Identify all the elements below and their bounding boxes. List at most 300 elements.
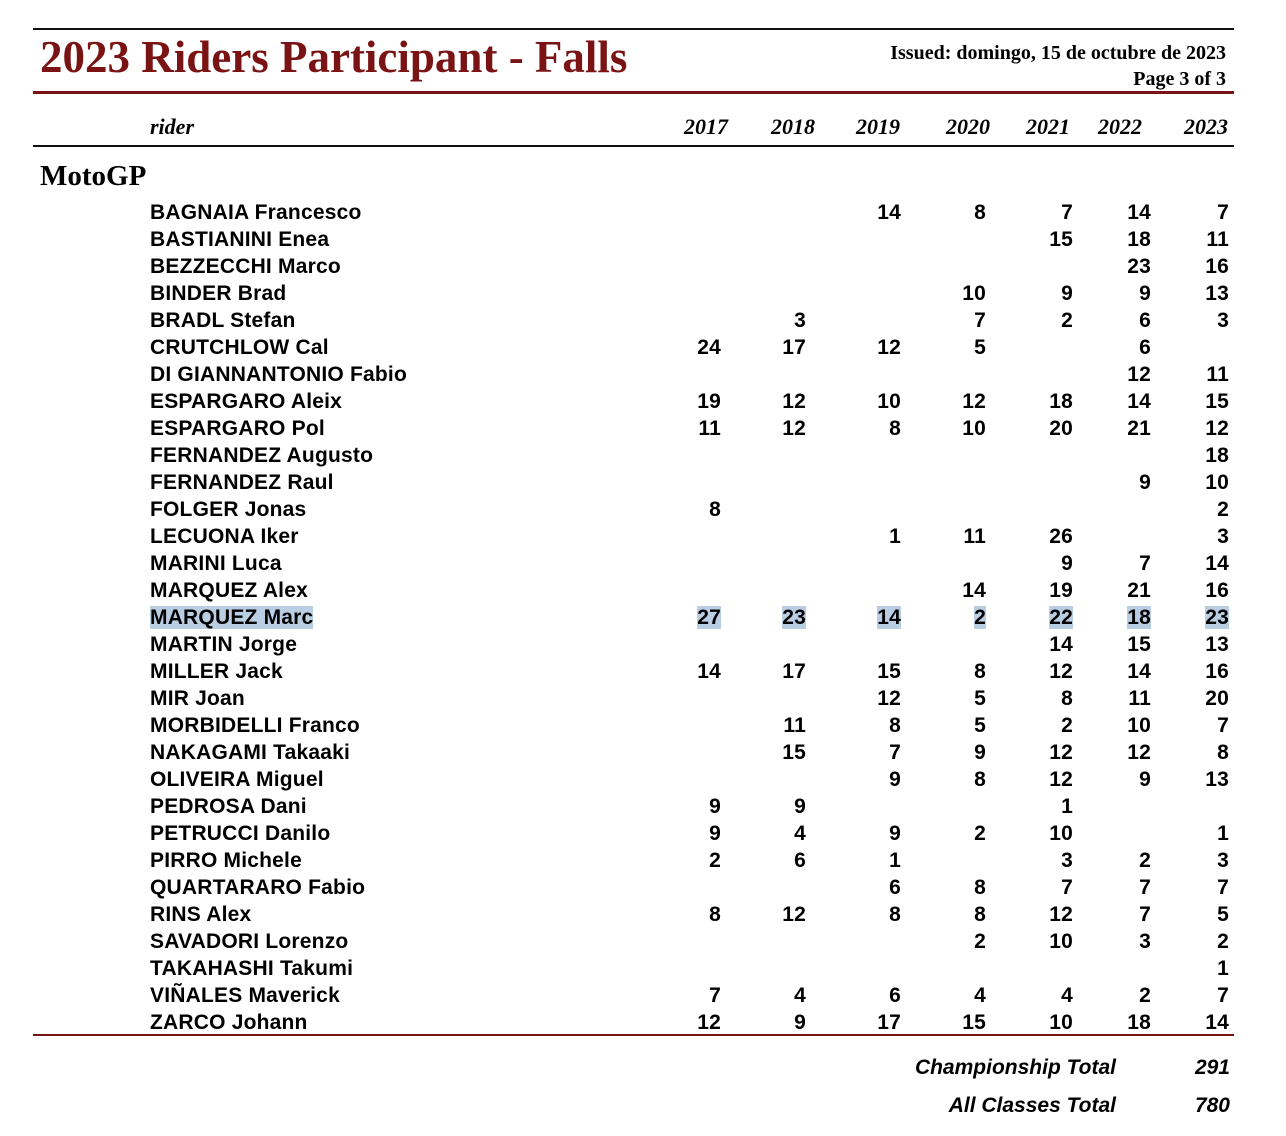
year-header-2: 2019	[856, 114, 900, 139]
falls-value: 8	[974, 768, 986, 791]
table-row	[0, 442, 1286, 469]
all-classes-total-label: All Classes Total	[948, 1094, 1116, 1117]
falls-value: 7	[1139, 903, 1151, 926]
falls-value: 8	[889, 417, 901, 440]
falls-cell-2017	[661, 793, 721, 820]
falls-cell-2018	[746, 847, 806, 874]
issued-date: Issued: domingo, 15 de octubre de 2023	[890, 42, 1226, 64]
falls-cell-2022	[1091, 874, 1151, 901]
rider-name-text: BEZZECCHI Marco	[150, 255, 341, 278]
rider-name-text: BASTIANINI Enea	[150, 228, 330, 251]
falls-cell-2022	[1091, 820, 1151, 847]
falls-value: 6	[889, 876, 901, 899]
falls-value: 10	[1049, 1011, 1073, 1034]
table-row	[0, 874, 1286, 901]
falls-cell-2019	[841, 199, 901, 226]
falls-cell-2021	[1013, 469, 1073, 496]
falls-value: 5	[974, 714, 986, 737]
falls-cell-2021	[1013, 928, 1073, 955]
rider-name-text: ZARCO Johann	[150, 1011, 308, 1034]
falls-value: 2	[974, 930, 986, 953]
falls-cell-2018	[746, 334, 806, 361]
falls-cell-2018	[746, 982, 806, 1009]
falls-cell-2020	[926, 199, 986, 226]
issued-block	[890, 40, 1226, 92]
falls-cell-2021	[1013, 523, 1073, 550]
falls-cell-2022	[1091, 631, 1151, 658]
falls-cell-2019	[841, 415, 901, 442]
falls-cell-2020	[926, 712, 986, 739]
falls-cell-2021	[1013, 874, 1073, 901]
year-header-4: 2021	[1026, 114, 1070, 139]
rider-name	[150, 577, 308, 604]
table-row	[0, 361, 1286, 388]
falls-value: 10	[962, 282, 986, 305]
falls-cell-2020	[926, 739, 986, 766]
falls-value: 14	[697, 660, 721, 683]
falls-value: 7	[1217, 201, 1229, 224]
falls-cell-2019	[841, 361, 901, 388]
falls-value: 8	[974, 903, 986, 926]
falls-value: 4	[794, 984, 806, 1007]
falls-cell-2023	[1169, 982, 1229, 1009]
falls-value: 16	[1205, 255, 1229, 278]
falls-value: 3	[1217, 309, 1229, 332]
falls-cell-2022	[1091, 226, 1151, 253]
falls-cell-2017	[661, 820, 721, 847]
falls-value: 15	[877, 660, 901, 683]
rider-name	[150, 928, 348, 955]
falls-cell-2019	[841, 442, 901, 469]
falls-value: 2	[1061, 714, 1073, 737]
falls-value: 1	[1217, 822, 1229, 845]
falls-cell-2022	[1091, 685, 1151, 712]
falls-cell-2021	[1013, 226, 1073, 253]
falls-cell-2020	[926, 658, 986, 685]
table-row	[0, 280, 1286, 307]
falls-cell-2019	[841, 766, 901, 793]
falls-value: 21	[1127, 579, 1151, 602]
falls-cell-2020	[926, 982, 986, 1009]
rider-name	[150, 955, 353, 982]
falls-cell-2021	[1013, 280, 1073, 307]
falls-value: 12	[1049, 660, 1073, 683]
falls-cell-2019	[841, 1009, 901, 1036]
title-rule	[33, 91, 1234, 94]
falls-value: 7	[1139, 552, 1151, 575]
falls-value: 5	[974, 336, 986, 359]
falls-cell-2019	[841, 631, 901, 658]
rider-name	[150, 793, 307, 820]
falls-cell-2017	[661, 496, 721, 523]
falls-value: 4	[974, 984, 986, 1007]
falls-cell-2018	[746, 820, 806, 847]
falls-cell-2017	[661, 766, 721, 793]
table-row	[0, 550, 1286, 577]
championship-total-label: Championship Total	[914, 1056, 1116, 1079]
falls-cell-2017	[661, 280, 721, 307]
falls-value: 2	[974, 606, 986, 629]
falls-cell-2021	[1013, 982, 1073, 1009]
falls-cell-2023	[1169, 820, 1229, 847]
falls-value: 12	[1205, 417, 1229, 440]
rider-name	[150, 739, 350, 766]
falls-cell-2020	[926, 631, 986, 658]
falls-cell-2022	[1091, 253, 1151, 280]
table-row	[0, 901, 1286, 928]
falls-cell-2020	[926, 307, 986, 334]
falls-value: 1	[1217, 957, 1229, 980]
falls-cell-2021	[1013, 388, 1073, 415]
falls-cell-2017	[661, 739, 721, 766]
falls-value: 7	[889, 741, 901, 764]
falls-value: 3	[1217, 849, 1229, 872]
falls-cell-2023	[1169, 280, 1229, 307]
falls-cell-2017	[661, 685, 721, 712]
falls-value: 4	[794, 822, 806, 845]
falls-cell-2017	[661, 847, 721, 874]
rider-name-text: PETRUCCI Danilo	[150, 822, 331, 845]
falls-cell-2018	[746, 577, 806, 604]
falls-cell-2022	[1091, 550, 1151, 577]
falls-value: 20	[1205, 687, 1229, 710]
falls-value: 6	[889, 984, 901, 1007]
falls-cell-2021	[1013, 739, 1073, 766]
table-row	[0, 577, 1286, 604]
falls-cell-2023	[1169, 874, 1229, 901]
falls-cell-2018	[746, 631, 806, 658]
rider-name-text: ESPARGARO Aleix	[150, 390, 343, 413]
falls-cell-2021	[1013, 901, 1073, 928]
falls-value: 14	[1205, 1011, 1229, 1034]
falls-value: 2	[1217, 498, 1229, 521]
year-header-5: 2022	[1098, 114, 1142, 139]
falls-value: 18	[1127, 606, 1151, 629]
falls-value: 1	[1061, 795, 1073, 818]
falls-value: 9	[1139, 471, 1151, 494]
falls-cell-2017	[661, 199, 721, 226]
rider-name	[150, 901, 251, 928]
table-row	[0, 226, 1286, 253]
rider-name	[150, 442, 373, 469]
falls-value: 11	[1206, 228, 1229, 251]
falls-value: 17	[782, 336, 806, 359]
falls-value: 19	[697, 390, 721, 413]
falls-cell-2017	[661, 577, 721, 604]
falls-cell-2021	[1013, 253, 1073, 280]
falls-value: 8	[889, 714, 901, 737]
falls-cell-2023	[1169, 199, 1229, 226]
falls-value: 10	[1127, 714, 1151, 737]
table-row	[0, 658, 1286, 685]
falls-cell-2018	[746, 199, 806, 226]
rider-name-text: MORBIDELLI Franco	[150, 714, 360, 737]
falls-value: 11	[1128, 687, 1151, 710]
falls-value: 5	[974, 687, 986, 710]
rider-name-text: MARQUEZ Alex	[150, 579, 308, 602]
falls-value: 4	[1061, 984, 1073, 1007]
rider-name	[150, 496, 306, 523]
falls-value: 9	[709, 822, 721, 845]
falls-value: 16	[1205, 579, 1229, 602]
falls-value: 9	[889, 822, 901, 845]
falls-value: 27	[697, 606, 721, 629]
falls-cell-2020	[926, 874, 986, 901]
falls-cell-2022	[1091, 199, 1151, 226]
falls-value: 19	[1049, 579, 1073, 602]
falls-cell-2021	[1013, 307, 1073, 334]
falls-cell-2020	[926, 577, 986, 604]
falls-cell-2020	[926, 280, 986, 307]
header-rule	[33, 145, 1234, 147]
falls-value: 12	[877, 336, 901, 359]
rider-name	[150, 982, 340, 1009]
falls-cell-2021	[1013, 955, 1073, 982]
falls-cell-2022	[1091, 847, 1151, 874]
table-row	[0, 928, 1286, 955]
falls-cell-2019	[841, 658, 901, 685]
rider-name-text: BAGNAIA Francesco	[150, 201, 362, 224]
falls-cell-2022	[1091, 523, 1151, 550]
falls-cell-2019	[841, 739, 901, 766]
falls-cell-2021	[1013, 577, 1073, 604]
falls-cell-2019	[841, 955, 901, 982]
falls-value: 11	[698, 417, 721, 440]
falls-value: 13	[1205, 633, 1229, 656]
falls-cell-2018	[746, 307, 806, 334]
falls-cell-2018	[746, 523, 806, 550]
falls-cell-2021	[1013, 199, 1073, 226]
falls-value: 8	[889, 903, 901, 926]
championship-total-value: 291	[1194, 1056, 1230, 1079]
falls-value: 15	[1205, 390, 1229, 413]
falls-value: 10	[1049, 930, 1073, 953]
falls-cell-2020	[926, 955, 986, 982]
falls-value: 18	[1127, 1011, 1151, 1034]
falls-value: 15	[782, 741, 806, 764]
falls-cell-2018	[746, 793, 806, 820]
rider-name-text: DI GIANNANTONIO Fabio	[150, 363, 407, 386]
falls-cell-2017	[661, 658, 721, 685]
falls-cell-2017	[661, 334, 721, 361]
falls-value: 14	[1205, 552, 1229, 575]
falls-cell-2019	[841, 604, 901, 631]
falls-cell-2017	[661, 361, 721, 388]
falls-cell-2020	[926, 388, 986, 415]
falls-cell-2023	[1169, 1009, 1229, 1036]
table-row	[0, 739, 1286, 766]
falls-cell-2023	[1169, 685, 1229, 712]
falls-value: 8	[1061, 687, 1073, 710]
falls-value: 11	[963, 525, 986, 548]
falls-value: 13	[1205, 768, 1229, 791]
falls-value: 17	[782, 660, 806, 683]
falls-cell-2022	[1091, 982, 1151, 1009]
table-row	[0, 820, 1286, 847]
table-row	[0, 469, 1286, 496]
falls-cell-2018	[746, 442, 806, 469]
falls-value: 9	[1139, 282, 1151, 305]
rider-name-text: MARINI Luca	[150, 552, 282, 575]
falls-value: 5	[1217, 903, 1229, 926]
falls-value: 15	[1049, 228, 1073, 251]
falls-cell-2021	[1013, 685, 1073, 712]
falls-cell-2018	[746, 388, 806, 415]
falls-cell-2021	[1013, 334, 1073, 361]
rider-name-text: BRADL Stefan	[150, 309, 296, 332]
falls-cell-2021	[1013, 766, 1073, 793]
falls-cell-2017	[661, 712, 721, 739]
falls-cell-2021	[1013, 1009, 1073, 1036]
falls-cell-2018	[746, 712, 806, 739]
falls-cell-2020	[926, 442, 986, 469]
falls-value: 9	[794, 1011, 806, 1034]
table-row	[0, 766, 1286, 793]
falls-value: 12	[1049, 903, 1073, 926]
falls-cell-2020	[926, 496, 986, 523]
falls-cell-2020	[926, 226, 986, 253]
page-number: Page 3 of 3	[1133, 68, 1226, 90]
falls-cell-2020	[926, 685, 986, 712]
table-row	[0, 199, 1286, 226]
rider-name-text: OLIVEIRA Miguel	[150, 768, 324, 791]
falls-cell-2019	[841, 712, 901, 739]
falls-cell-2021	[1013, 712, 1073, 739]
falls-cell-2017	[661, 550, 721, 577]
table-row	[0, 604, 1286, 631]
falls-cell-2022	[1091, 604, 1151, 631]
table-row	[0, 388, 1286, 415]
table-row	[0, 1009, 1286, 1036]
falls-value: 21	[1127, 417, 1151, 440]
falls-cell-2018	[746, 928, 806, 955]
falls-cell-2022	[1091, 415, 1151, 442]
falls-cell-2018	[746, 874, 806, 901]
falls-cell-2019	[841, 550, 901, 577]
falls-cell-2017	[661, 469, 721, 496]
falls-cell-2018	[746, 739, 806, 766]
falls-value: 8	[709, 498, 721, 521]
falls-cell-2022	[1091, 793, 1151, 820]
falls-cell-2023	[1169, 901, 1229, 928]
falls-cell-2020	[926, 847, 986, 874]
falls-value: 26	[1049, 525, 1073, 548]
falls-cell-2023	[1169, 388, 1229, 415]
rider-name-text: FOLGER Jonas	[150, 498, 307, 521]
falls-value: 16	[1205, 660, 1229, 683]
rider-name-text: PIRRO Michele	[150, 849, 302, 872]
falls-value: 2	[1139, 849, 1151, 872]
rider-name	[150, 820, 330, 847]
table-row	[0, 712, 1286, 739]
falls-cell-2017	[661, 955, 721, 982]
falls-cell-2022	[1091, 334, 1151, 361]
rider-name	[150, 847, 302, 874]
falls-cell-2023	[1169, 496, 1229, 523]
falls-cell-2022	[1091, 712, 1151, 739]
falls-cell-2017	[661, 1009, 721, 1036]
falls-cell-2022	[1091, 361, 1151, 388]
falls-cell-2017	[661, 631, 721, 658]
falls-cell-2019	[841, 496, 901, 523]
rider-name	[150, 685, 245, 712]
falls-value: 6	[794, 849, 806, 872]
rider-name-text: MIR Joan	[150, 687, 245, 710]
falls-cell-2018	[746, 415, 806, 442]
rider-name	[150, 388, 342, 415]
falls-cell-2017	[661, 307, 721, 334]
falls-value: 12	[1049, 768, 1073, 791]
table-row	[0, 685, 1286, 712]
rider-name-text: LECUONA Iker	[150, 525, 299, 548]
falls-cell-2019	[841, 928, 901, 955]
rider-name-text: ESPARGARO Pol	[150, 417, 325, 440]
falls-cell-2018	[746, 955, 806, 982]
falls-value: 8	[974, 660, 986, 683]
falls-cell-2023	[1169, 334, 1229, 361]
rider-name	[150, 253, 341, 280]
falls-value: 7	[1217, 984, 1229, 1007]
falls-value: 12	[782, 390, 806, 413]
table-row	[0, 982, 1286, 1009]
year-header-3: 2020	[946, 114, 990, 139]
falls-cell-2023	[1169, 550, 1229, 577]
rider-name	[150, 712, 360, 739]
falls-value: 7	[1217, 876, 1229, 899]
falls-cell-2023	[1169, 793, 1229, 820]
falls-cell-2023	[1169, 631, 1229, 658]
rider-name-text: FERNANDEZ Raul	[150, 471, 334, 494]
falls-cell-2020	[926, 793, 986, 820]
rider-name	[150, 658, 283, 685]
falls-cell-2022	[1091, 658, 1151, 685]
falls-cell-2020	[926, 604, 986, 631]
rider-name	[150, 361, 407, 388]
falls-value: 8	[974, 876, 986, 899]
rider-name	[150, 307, 296, 334]
falls-value: 1	[889, 525, 901, 548]
falls-cell-2023	[1169, 928, 1229, 955]
falls-cell-2021	[1013, 658, 1073, 685]
falls-cell-2022	[1091, 469, 1151, 496]
falls-cell-2023	[1169, 469, 1229, 496]
falls-cell-2023	[1169, 361, 1229, 388]
falls-cell-2017	[661, 874, 721, 901]
falls-cell-2022	[1091, 307, 1151, 334]
falls-value: 12	[877, 687, 901, 710]
falls-cell-2018	[746, 469, 806, 496]
falls-value: 2	[1061, 309, 1073, 332]
falls-cell-2023	[1169, 604, 1229, 631]
falls-cell-2020	[926, 1009, 986, 1036]
falls-cell-2018	[746, 1009, 806, 1036]
class-label: MotoGP	[40, 160, 147, 192]
falls-cell-2019	[841, 280, 901, 307]
falls-cell-2021	[1013, 415, 1073, 442]
falls-cell-2018	[746, 280, 806, 307]
falls-value: 12	[962, 390, 986, 413]
falls-cell-2018	[746, 604, 806, 631]
falls-cell-2021	[1013, 550, 1073, 577]
falls-value: 8	[1217, 741, 1229, 764]
rider-column-header: rider	[150, 114, 194, 139]
falls-value: 12	[782, 903, 806, 926]
falls-cell-2019	[841, 847, 901, 874]
falls-value: 3	[1217, 525, 1229, 548]
falls-value: 13	[1205, 282, 1229, 305]
falls-value: 3	[1061, 849, 1073, 872]
rider-name	[150, 550, 282, 577]
